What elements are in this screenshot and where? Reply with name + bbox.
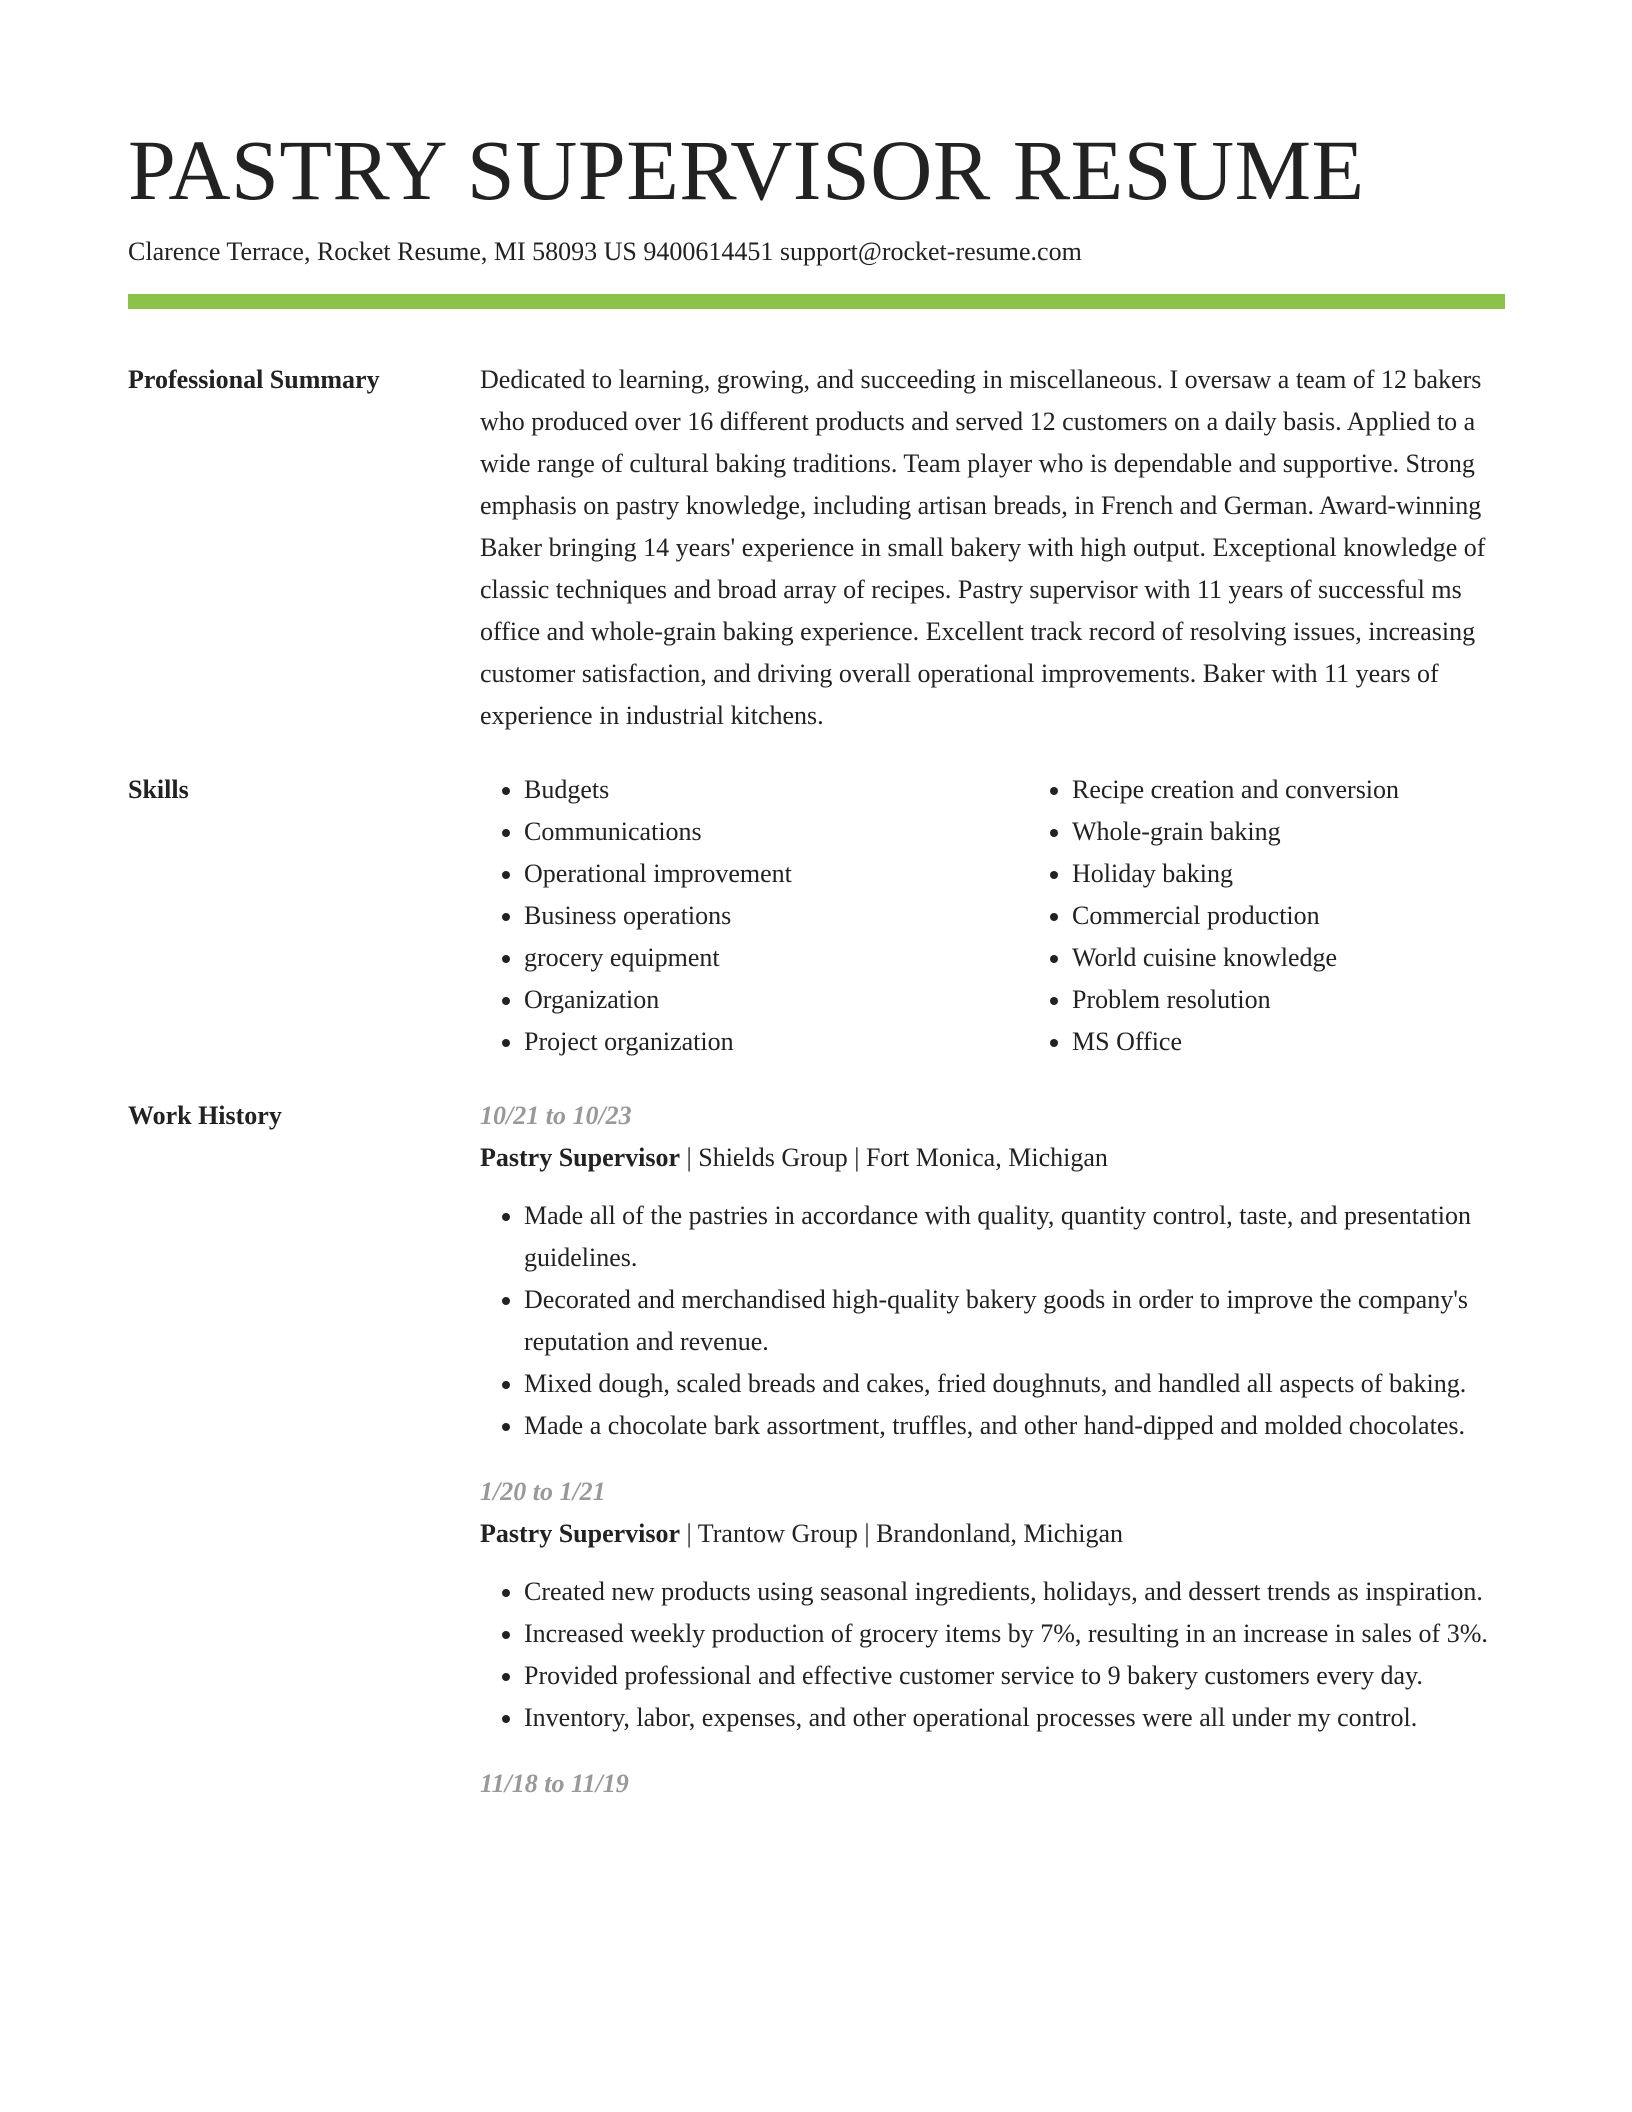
job-dates: 10/21 to 10/23: [480, 1101, 632, 1130]
skill-item: • MS Office: [1072, 1021, 1576, 1063]
summary-text: Dedicated to learning, growing, and succeeding in miscellaneous. I oversaw a team of 12 bakers who produced over 16 different products and served 12 customers on a daily basis. Applied to a wide range of cultural baking traditions. Team player who is dependable and supportive. Strong emphasis on pastry knowledge, including artisan breads, in French and German. Award-winning Baker bringing 14 years' experience in small bakery with high output. Exceptional knowledge of classic techniques and broad array of recipes. Pastry supervisor with 11 years of successful ms office and whole-grain baking experience. Excellent track record of resolving issues, increasing customer satisfaction, and driving overall operational improvements. Baker with 11 years of experience in industrial kitchens.: [480, 365, 1486, 730]
job-bullet: • Provided professional and effective customer service to 9 bakery customers every day.: [524, 1655, 1505, 1697]
job-details: | Trantow Group | Brandonland, Michigan: [680, 1519, 1124, 1548]
job-bullets: [480, 1195, 1505, 1447]
summary-section: [128, 359, 1505, 737]
job-bullet: • Created new products using seasonal ingredients, holidays, and dessert trends as inspiration.: [524, 1571, 1505, 1613]
page-title: PASTRY SUPERVISOR RESUME: [128, 122, 1365, 218]
skills-column-left: [480, 769, 1028, 1063]
skill-item: • Commercial production: [1072, 895, 1576, 937]
skill-item: • Budgets: [524, 769, 1028, 811]
skill-item: • Operational improvement: [524, 853, 1028, 895]
skills-label: Skills: [128, 775, 189, 804]
skills-grid: [480, 769, 1576, 1063]
job-bullets: [480, 1571, 1505, 1739]
contact-line: Clarence Terrace, Rocket Resume, MI 58093 US 9400614451 support@rocket-resume.com: [128, 237, 1082, 266]
work-history-label: Work History: [128, 1101, 282, 1130]
job-bullet: • Decorated and merchandised high-quality bakery goods in order to improve the company's reputation and revenue.: [524, 1279, 1505, 1363]
work-history-body: [480, 1095, 1505, 1829]
skills-section: [128, 769, 1505, 1063]
job-dates: 11/18 to 11/19: [480, 1769, 629, 1798]
accent-divider: [128, 294, 1505, 309]
job-bullet: • Inventory, labor, expenses, and other operational processes were all under my control.: [524, 1697, 1505, 1739]
skills-column-right: [1028, 769, 1576, 1063]
skill-item: • Problem resolution: [1072, 979, 1576, 1021]
work-history-section: [128, 1095, 1505, 1829]
job-details: | Shields Group | Fort Monica, Michigan: [680, 1143, 1108, 1172]
skill-item: • World cuisine knowledge: [1072, 937, 1576, 979]
job-title-line: [480, 1137, 1505, 1179]
job-bullet: • Increased weekly production of grocery items by 7%, resulting in an increase in sales of 3%.: [524, 1613, 1505, 1655]
skill-item: • Holiday baking: [1072, 853, 1576, 895]
job-bullet: • Made a chocolate bark assortment, truffles, and other hand-dipped and molded chocolates.: [524, 1405, 1505, 1447]
skill-item: • Organization: [524, 979, 1028, 1021]
skill-item: • Recipe creation and conversion: [1072, 769, 1576, 811]
resume-page: [128, 120, 1505, 1829]
job-dates: 1/20 to 1/21: [480, 1477, 606, 1506]
summary-label: Professional Summary: [128, 365, 380, 394]
job-bullet: • Made all of the pastries in accordance with quality, quantity control, taste, and presentation guidelines.: [524, 1195, 1505, 1279]
job-title: Pastry Supervisor: [480, 1519, 681, 1548]
job-entry: [480, 1763, 1505, 1805]
job-entry: [480, 1471, 1505, 1739]
job-title-line: [480, 1513, 1505, 1555]
skill-item: • grocery equipment: [524, 937, 1028, 979]
skill-item: • Business operations: [524, 895, 1028, 937]
job-bullet: • Mixed dough, scaled breads and cakes, fried doughnuts, and handled all aspects of baking.: [524, 1363, 1505, 1405]
skill-item: • Communications: [524, 811, 1028, 853]
job-entry: [480, 1095, 1505, 1447]
skill-item: • Whole-grain baking: [1072, 811, 1576, 853]
skill-item: • Project organization: [524, 1021, 1028, 1063]
job-title: Pastry Supervisor: [480, 1143, 681, 1172]
